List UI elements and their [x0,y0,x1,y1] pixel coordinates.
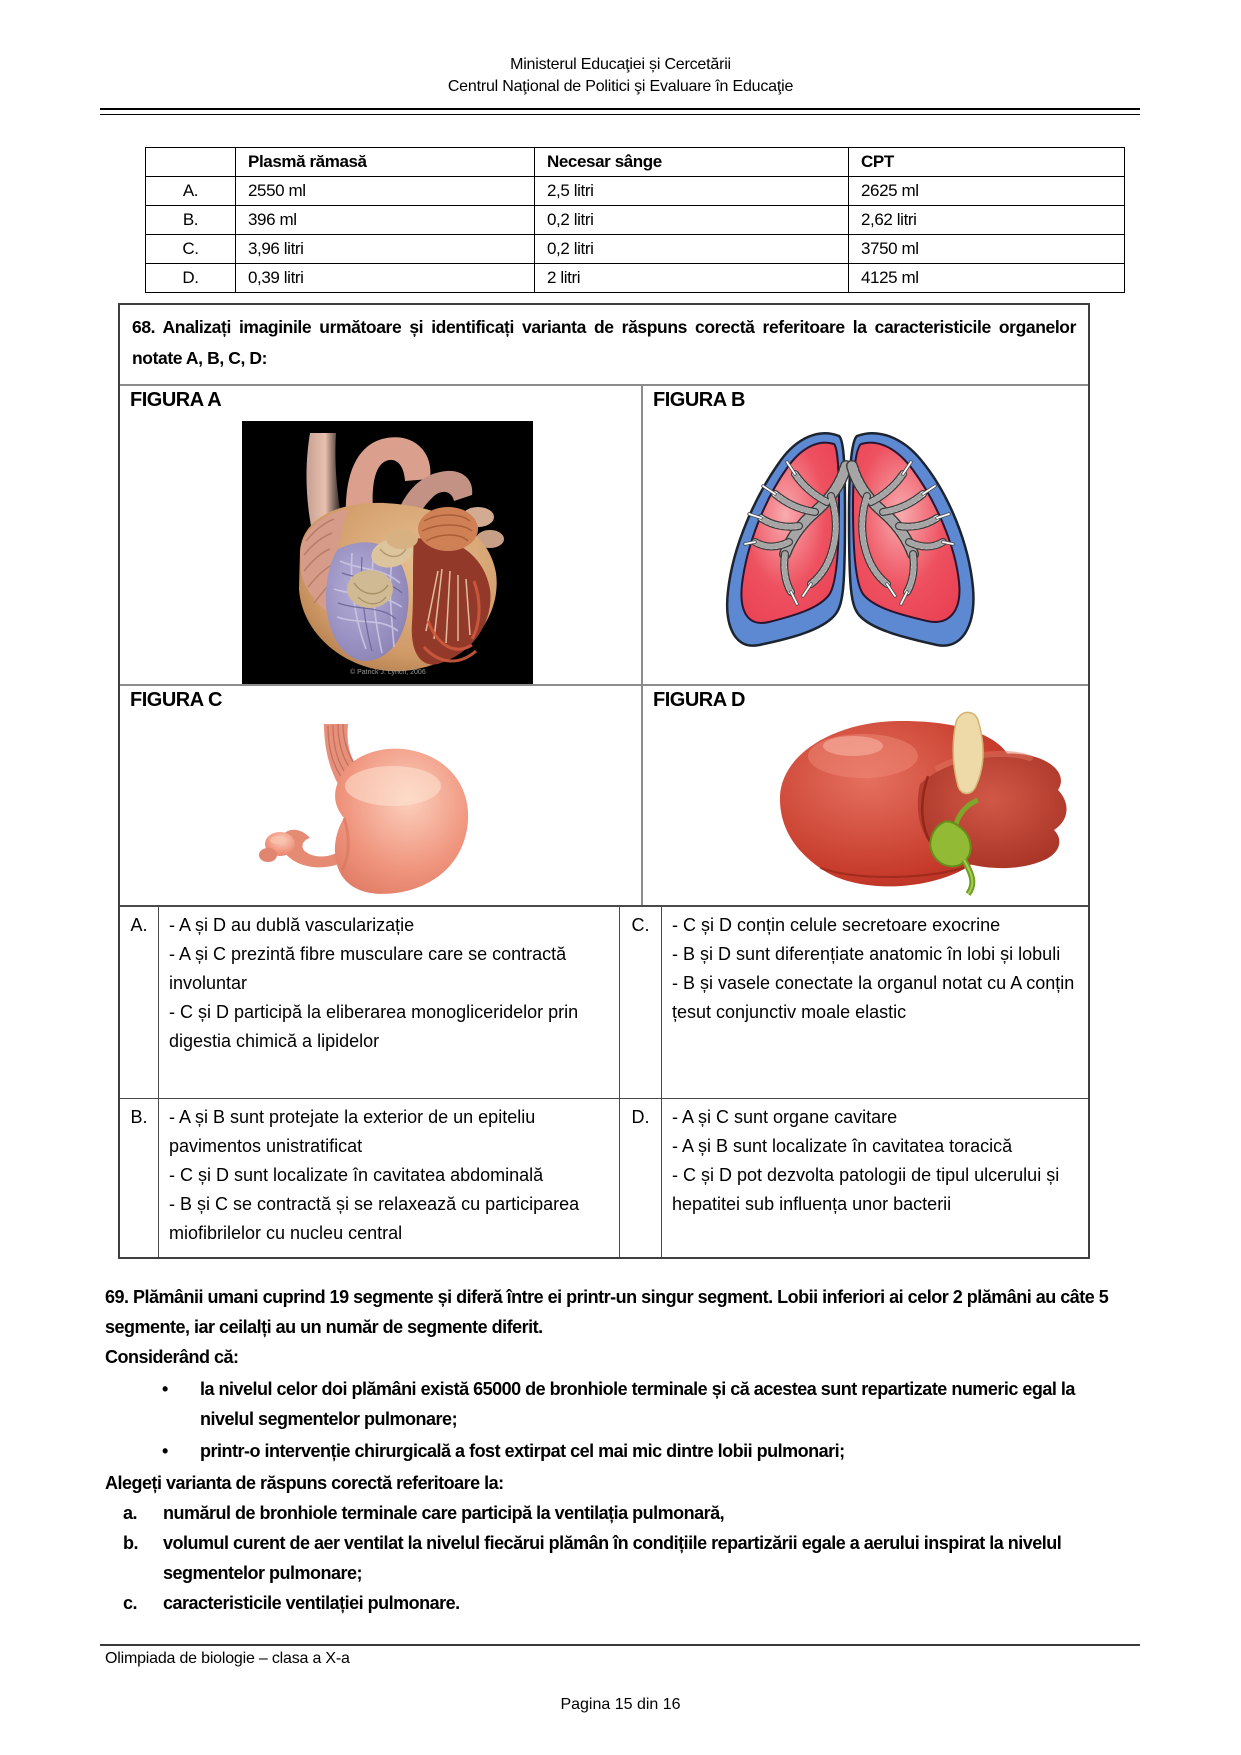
option-d-content [662,1099,1088,1257]
figure-cell-c [120,686,643,905]
item-text: caracteristicile ventilației pulmonare. [163,1593,460,1613]
figure-cell-a [120,386,643,686]
question-69-intro: 69. Plămânii umani cuprind 19 segmente și diferă între ei printr-un singur segment. Lobii inferiori ai celor 2 plămâni au câte 5 segmente, iar ceilalți au un număr de segmente diferit. [105,1287,1109,1337]
option-line: - A și B sunt protejate la exterior de un epiteliu pavimentos unistratificat [169,1107,536,1156]
table-row [146,235,1125,264]
figure-d-label: FIGURA D [653,689,745,711]
cell-plasma: 2550 ml [236,177,535,206]
option-line: - A și B sunt localizate în cavitatea toracică [672,1136,1013,1156]
stomach-illustration [238,724,488,902]
option-line: - B și C se contractă și se relaxează cu participarea miofibrilelor cu nucleu central [169,1194,580,1243]
row-label: A. [146,177,236,206]
option-c-label: C. [620,907,662,1099]
list-item-b [123,1528,1147,1588]
cell-necesar: 0,2 litri [535,206,849,235]
row-label: D. [146,264,236,293]
option-c-content [662,907,1088,1099]
cell-plasma: 3,96 litri [236,235,535,264]
option-line: - C și D pot dezvolta patologii de tipul ulcerului și hepatitei sub influența unor bacterii [672,1165,1060,1214]
list-item-a [123,1498,1147,1528]
question-68-text: 68. Analizați imaginile următoare și identificați varianta de răspuns corectă referitoare la caracteristicile organelor notate A, B, C, D: [120,305,1088,386]
table-header-row [146,148,1125,177]
cell-cpt: 2625 ml [849,177,1125,206]
cell-necesar: 2,5 litri [535,177,849,206]
option-a-content [159,907,620,1099]
question-69-considering: Considerând că: [105,1347,239,1367]
table-row [146,177,1125,206]
options-table [120,905,1088,1257]
column-header-plasma: Plasmă rămasă [236,148,535,177]
option-line: - A și D au dublă vascularizație [169,915,415,935]
question-68-box [118,303,1090,1259]
ministry-header-line1: Ministerul Educaţiei și Cercetării [510,56,731,73]
cell-plasma: 396 ml [236,206,535,235]
question-69-choose: Alegeți varianta de răspuns corectă referitoare la: [105,1473,504,1493]
cell-necesar: 0,2 litri [535,235,849,264]
bullet-item [162,1436,1147,1466]
figure-c-label: FIGURA C [130,689,222,711]
option-line: - C și D conțin celule secretoare exocrine [672,915,1001,935]
option-line: - C și D sunt localizate în cavitatea abdominală [169,1165,544,1185]
item-text: numărul de bronhiole terminale care participă la ventilația pulmonară, [163,1503,725,1523]
ministry-header-line2: Centrul Naţional de Politici şi Evaluare în Educaţie [447,78,794,95]
table-row [146,206,1125,235]
item-label: a. [123,1503,138,1523]
bullet-text: la nivelul celor doi plămâni există 65000 de bronhiole terminale și că acestea sunt repartizate numeric egal la nivelul segmentelor pulmonare; [200,1379,1075,1429]
cell-necesar: 2 litri [535,264,849,293]
row-label: C. [146,235,236,264]
option-line: - C și D participă la eliberarea monogliceridelor prin digestia chimică a lipidelor [169,1002,579,1051]
blood-values-table [145,147,1125,293]
heart-illustration [242,421,533,684]
heart-image-credit: © Patrick J. Lynch, 2006 [350,669,426,676]
cell-plasma: 0,39 litri [236,264,535,293]
item-label: c. [123,1593,138,1613]
item-label: b. [123,1533,138,1553]
option-line: - B și vasele conectate la organul notat cu A conțin țesut conjunctiv moale elastic [672,973,1075,1022]
footer-rule [100,1644,1140,1646]
figure-cell-d [643,686,1088,905]
bullet-item [162,1374,1147,1434]
option-line: - A și C prezintă fibre musculare care se contractă involuntar [169,944,567,993]
column-header-cpt: CPT [849,148,1125,177]
column-header-empty [146,148,236,177]
column-header-necesar: Necesar sânge [535,148,849,177]
figure-a-label: FIGURA A [130,389,222,411]
figure-grid [120,386,1088,905]
liver-illustration [768,698,1073,898]
option-d-label: D. [620,1099,662,1257]
cell-cpt: 3750 ml [849,235,1125,264]
footer-title: Olimpiada de biologie – clasa a X-a [105,1650,350,1667]
header-rule [100,108,1140,115]
option-line: - B și D sunt diferențiate anatomic în lobi și lobuli [672,944,1061,964]
table-row [146,264,1125,293]
cell-cpt: 2,62 litri [849,206,1125,235]
option-b-content [159,1099,620,1257]
bullet-icon: • [162,1441,168,1461]
option-b-label: B. [120,1099,159,1257]
question-69 [105,1282,1147,1618]
page-number: Pagina 15 din 16 [560,1696,681,1713]
item-text: volumul curent de aer ventilat la nivelul fiecărui plămân în condițiile repartizării egale a aerului inspirat la nivelul segmentelor pulmonare; [163,1533,1062,1583]
bullet-icon: • [162,1379,168,1399]
option-line: - A și C sunt organe cavitare [672,1107,898,1127]
cell-cpt: 4125 ml [849,264,1125,293]
bullet-text: printr-o intervenție chirurgicală a fost extirpat cel mai mic dintre lobii pulmonari; [200,1441,845,1461]
list-item-c [123,1588,1147,1618]
option-a-label: A. [120,907,159,1099]
figure-cell-b [643,386,1088,686]
row-label: B. [146,206,236,235]
lungs-illustration [703,426,993,666]
figure-b-label: FIGURA B [653,389,745,411]
